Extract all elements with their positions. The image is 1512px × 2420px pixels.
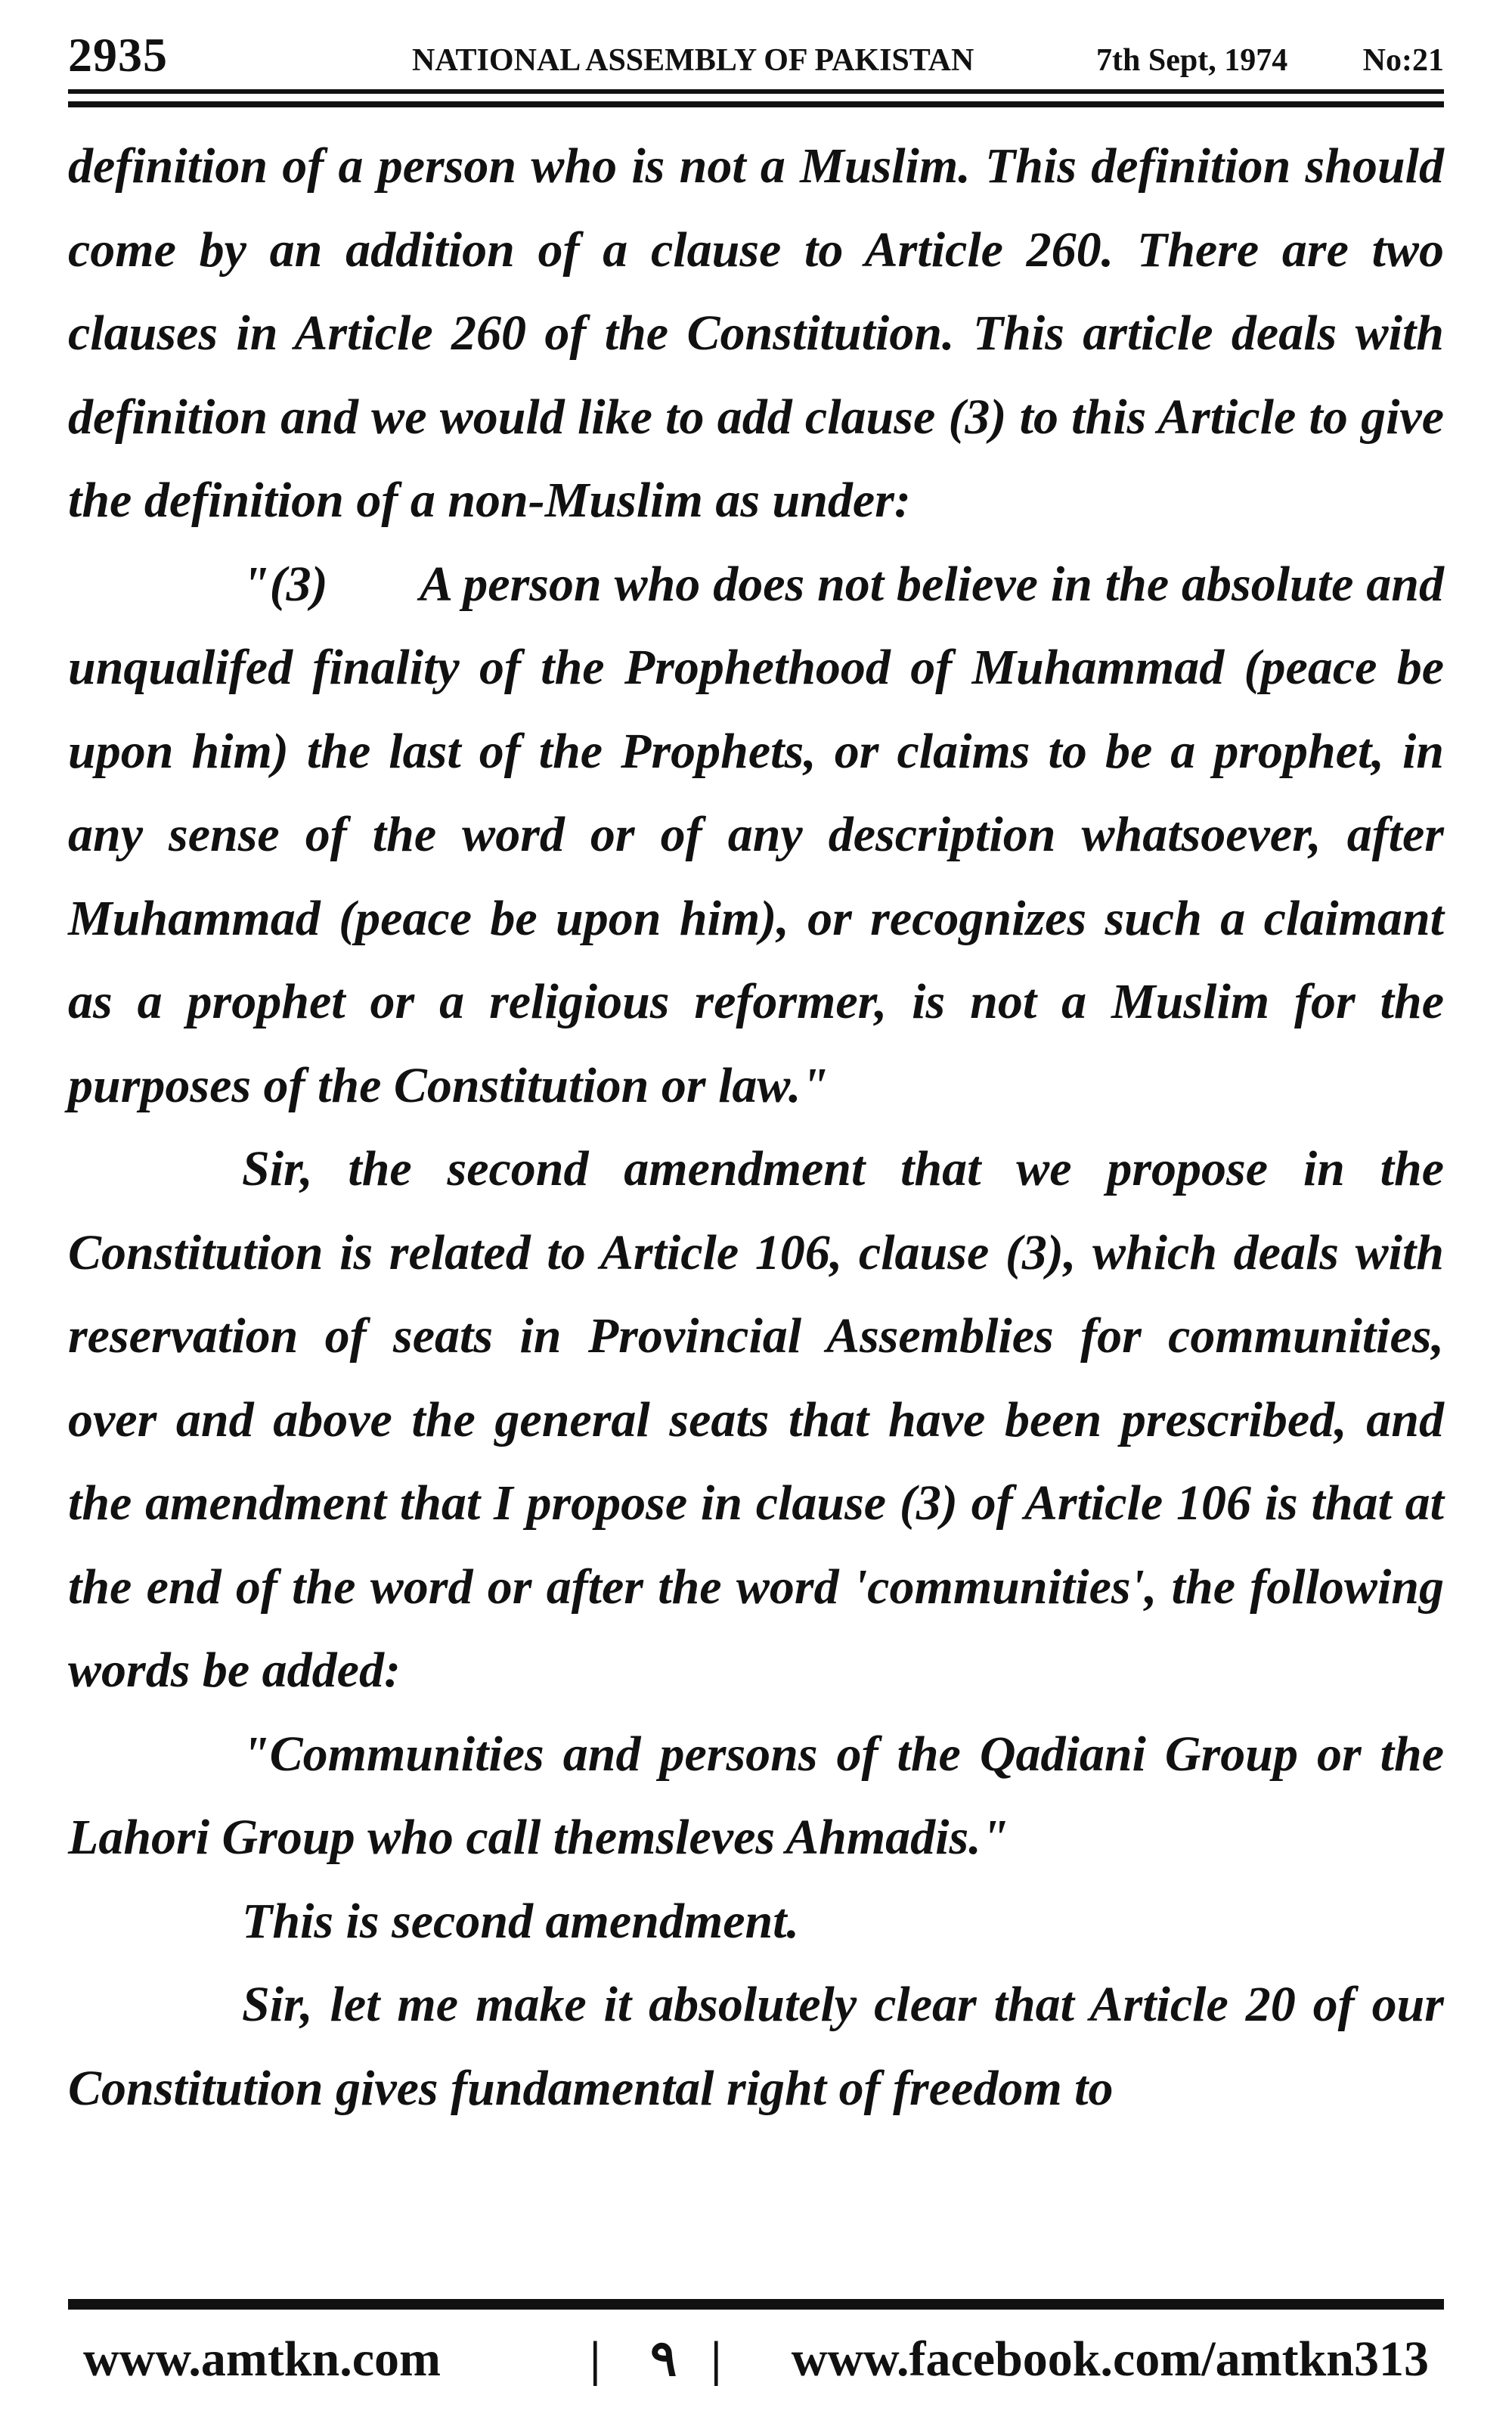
page-header: [68, 29, 1444, 82]
clause-text: A person who does not believe in the absolute and unqualifed finality of the Prophethood of Muhammad (peace be upon him) the last of the Prophets, or claims to be a prophet, in any sense of the word or of any description whatsoever, after Muhammad (peace be upon him), or recognizes such a claimant as a prophet or a religious reformer, is not a Muslim for the purposes of the Constitution or law.": [68, 556, 1444, 1113]
facebook-link[interactable]: www.facebook.com/amtkn313: [791, 2332, 1429, 2387]
paragraph-article-20: Sir, let me make it absolutely clear that Article 20 of our Constitution gives fundamental right of freedom to: [68, 1977, 1444, 2116]
publication-title: NATIONAL ASSEMBLY OF PAKISTAN: [412, 43, 974, 78]
header-rule-bottom: [68, 101, 1444, 107]
quoted-clause-3: [68, 543, 1444, 1128]
issue-number: No:21: [1362, 43, 1444, 78]
footer-separator: |: [711, 2332, 722, 2387]
footer-rule: [68, 2299, 1444, 2310]
page-footer: [68, 2318, 1444, 2401]
footer-page-mark: ٩: [650, 2332, 677, 2387]
document-body: [68, 125, 1444, 2130]
paragraph-second-amendment-note: This is second amendment.: [242, 1893, 800, 1949]
footer-separator: |: [590, 2332, 601, 2387]
paragraph-definition: definition of a person who is not a Muslim. This definition should come by an addition of a clause to Article 260. There are two clauses in Article 260 of the Constitution. This article deals with definition and we would like to add clause (3) to this Article to give the definition of a non-Muslim as under:: [68, 138, 1444, 528]
session-date: 7th Sept, 1974: [1096, 43, 1288, 78]
page-number: 2935: [68, 28, 168, 82]
clause-number: "(3): [242, 556, 328, 612]
website-link[interactable]: www.amtkn.com: [83, 2332, 441, 2387]
paragraph-second-amendment: Sir, the second amendment that we propose in the Constitution is related to Article 106, clause (3), which deals with reservation of seats in Provincial Assemblies for communities, over and above the general seats that have been prescribed, and the amendment that I propose in clause (3) of Article 106 is that at the end of the word or after the word 'communities', the following words be added:: [68, 1141, 1444, 1698]
quoted-amendment-text: "Communities and persons of the Qadiani Group or the Lahori Group who call themsleves Ahmadis.": [68, 1726, 1444, 1865]
header-rule-top: [68, 89, 1444, 94]
